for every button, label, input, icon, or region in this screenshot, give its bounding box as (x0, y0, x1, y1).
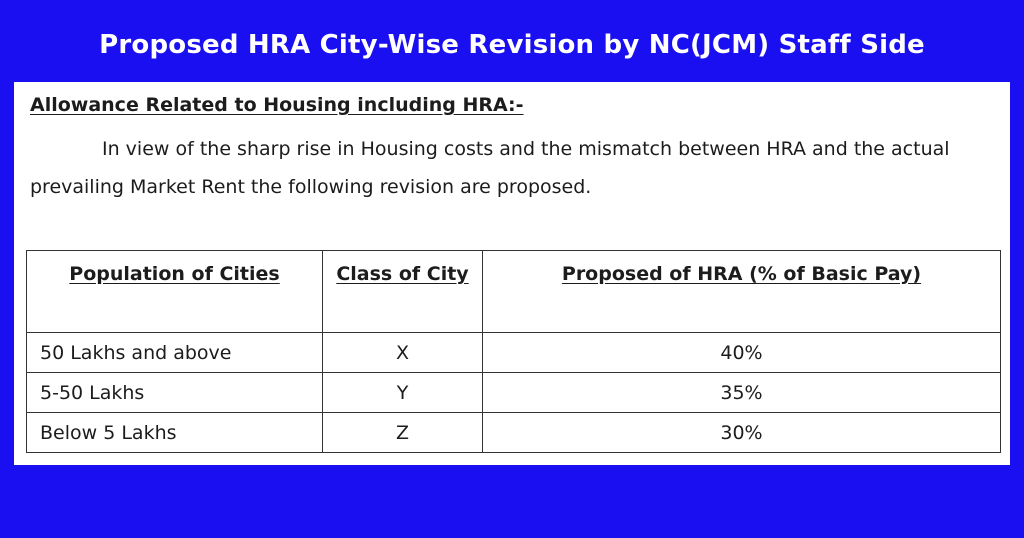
section-heading: Allowance Related to Housing including HRA:- (30, 94, 524, 116)
cell-population: 5-50 Lakhs (27, 373, 323, 413)
cell-class: Y (323, 373, 483, 413)
document-panel (14, 82, 1010, 465)
cell-population: Below 5 Lakhs (27, 413, 323, 453)
cell-hra: 35% (483, 373, 1001, 413)
header-hra: Proposed of HRA (% of Basic Pay) (483, 251, 1001, 333)
table-row (27, 333, 1001, 373)
header-class: Class of City (323, 251, 483, 333)
cell-class: Z (323, 413, 483, 453)
table-row (27, 373, 1001, 413)
cell-hra: 30% (483, 413, 1001, 453)
cell-population: 50 Lakhs and above (27, 333, 323, 373)
intro-paragraph: In view of the sharp rise in Housing costs and the mismatch between HRA and the actual prevailing Market Rent the following revision are proposed. (30, 138, 950, 198)
page-title: Proposed HRA City-Wise Revision by NC(JCM) Staff Side (99, 30, 925, 60)
table-row (27, 413, 1001, 453)
cell-hra: 40% (483, 333, 1001, 373)
table-header-row (27, 251, 1001, 333)
header-population: Population of Cities (27, 251, 323, 333)
cell-class: X (323, 333, 483, 373)
hra-table (26, 250, 1001, 453)
